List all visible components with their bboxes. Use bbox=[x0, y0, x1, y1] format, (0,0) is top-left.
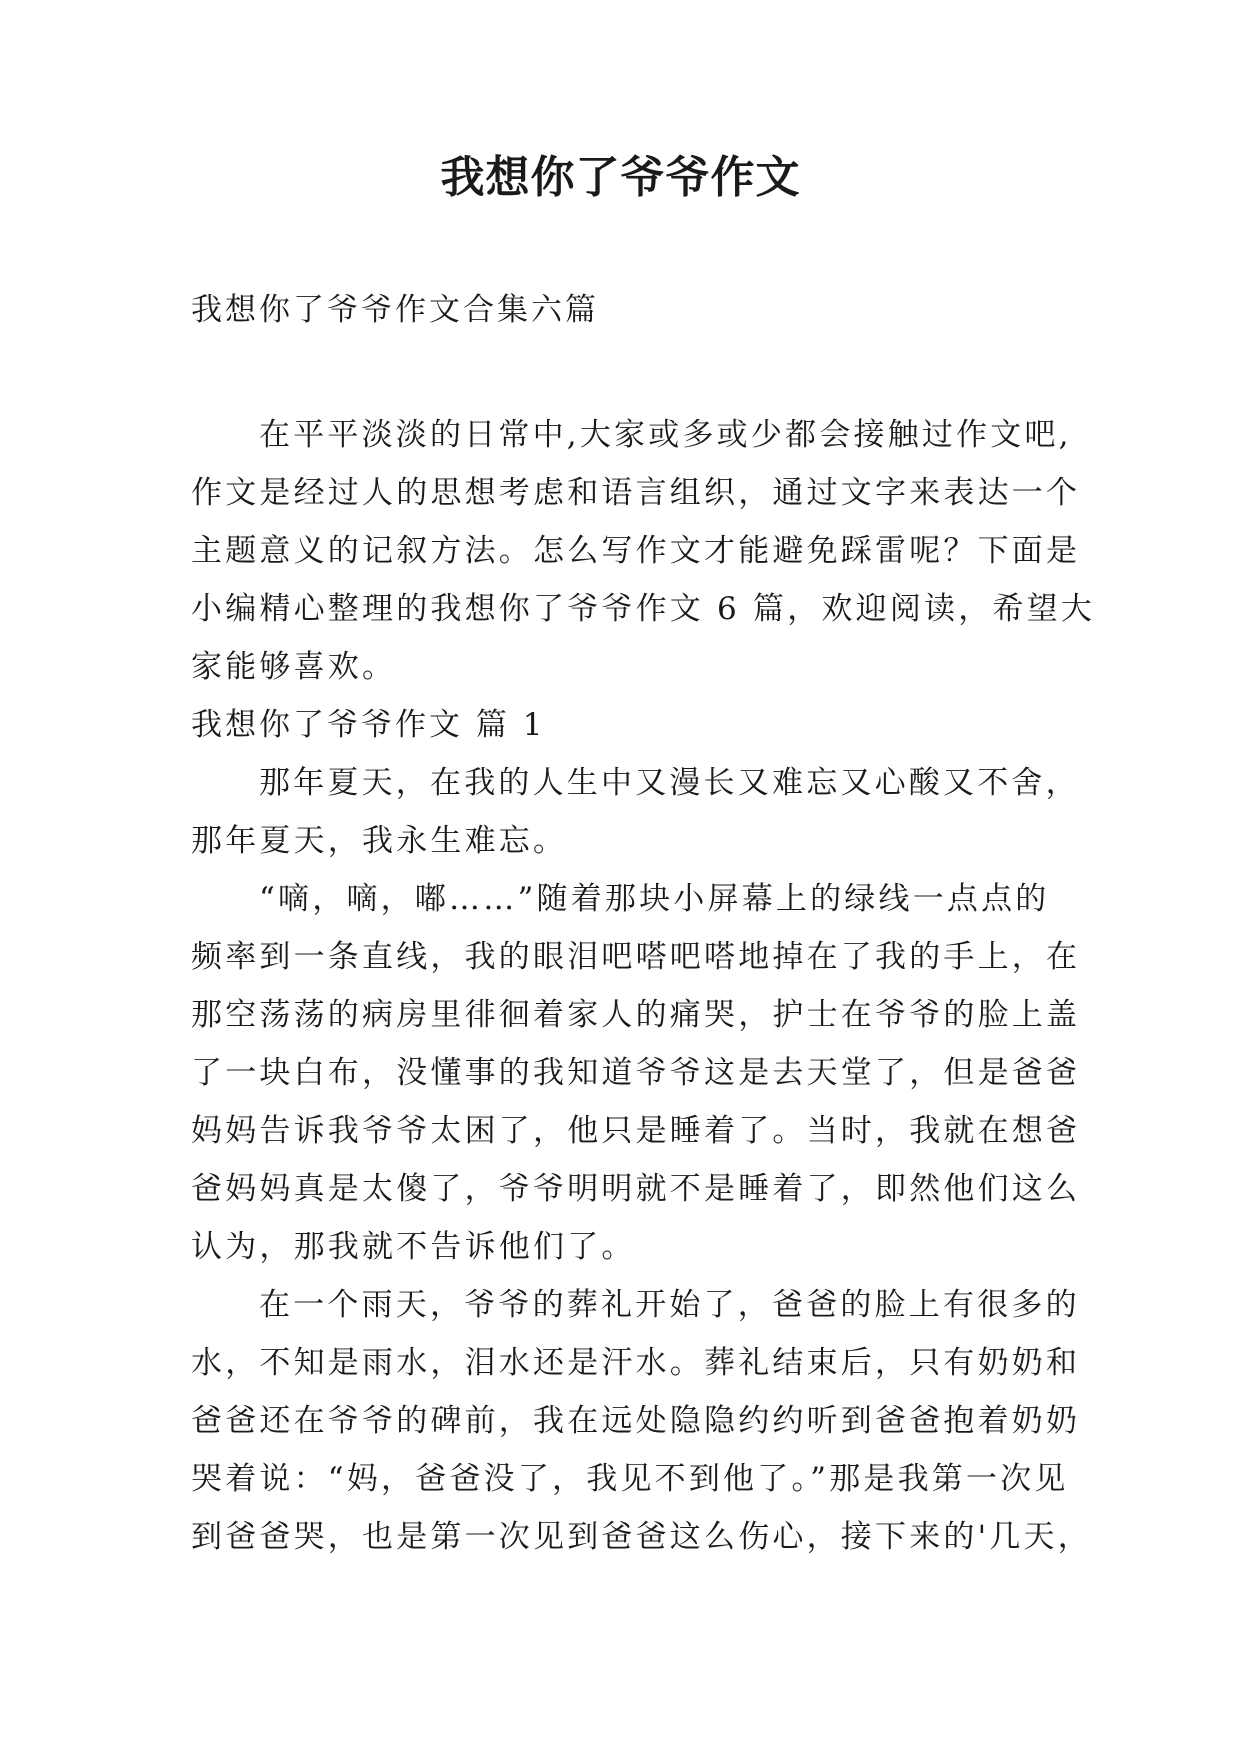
document-body bbox=[191, 406, 1096, 1566]
text-line: 那年夏天，在我的人生中又漫长又难忘又心酸又不舍， bbox=[259, 765, 1080, 801]
text-line: 爸爸还在爷爷的碑前，我在远处隐隐约约听到爸爸抱着奶奶 bbox=[191, 1403, 1081, 1439]
text-line: 主题意义的记叙方法。怎么写作文才能避免踩雷呢？下面是 bbox=[191, 533, 1081, 569]
text-line: 频率到一条直线，我的眼泪吧嗒吧嗒地掉在了我的手上，在 bbox=[191, 939, 1081, 975]
text-line: 了一块白布，没懂事的我知道爷爷这是去天堂了，但是爸爸 bbox=[191, 1055, 1081, 1091]
text-line: “嘀，嘀，嘟……”随着那块小屏幕上的绿线一点点的 bbox=[259, 881, 1050, 917]
text-line: 在平平淡淡的日常中,大家或多或少都会接触过作文吧, bbox=[259, 417, 1072, 453]
text-line: 在一个雨天，爷爷的葬礼开始了，爸爸的脸上有很多的 bbox=[259, 1287, 1080, 1323]
text-line: 到爸爸哭，也是第一次见到爸爸这么伤心，接下来的'几天， bbox=[191, 1519, 1092, 1555]
text-line: 家能够喜欢。 bbox=[191, 649, 397, 685]
text-line: 水，不知是雨水，泪水还是汗水。葬礼结束后，只有奶奶和 bbox=[191, 1345, 1081, 1381]
text-line: 认为，那我就不告诉他们了。 bbox=[191, 1229, 636, 1265]
text-line: 那年夏天，我永生难忘。 bbox=[191, 823, 568, 859]
text-line: 妈妈告诉我爷爷太困了，他只是睡着了。当时，我就在想爸 bbox=[191, 1113, 1081, 1149]
document-title: 我想你了爷爷作文 bbox=[440, 152, 801, 203]
text-line: 那空荡荡的病房里徘徊着家人的痛哭，护士在爷爷的脸上盖 bbox=[191, 997, 1081, 1033]
text-line: 作文是经过人的思想考虑和语言组织，通过文字来表达一个 bbox=[191, 475, 1081, 511]
text-line: 哭着说：“妈，爸爸没了，我见不到他了。”那是我第一次见 bbox=[191, 1461, 1069, 1497]
document-subtitle: 我想你了爷爷作文合集六篇 bbox=[191, 292, 599, 328]
text-line: 爸妈妈真是太傻了，爷爷明明就不是睡着了，即然他们这么 bbox=[191, 1171, 1081, 1207]
text-line: 小编精心整理的我想你了爷爷作文 6 篇，欢迎阅读，希望大 bbox=[191, 591, 1096, 627]
section-heading: 我想你了爷爷作文 篇 1 bbox=[191, 707, 546, 743]
